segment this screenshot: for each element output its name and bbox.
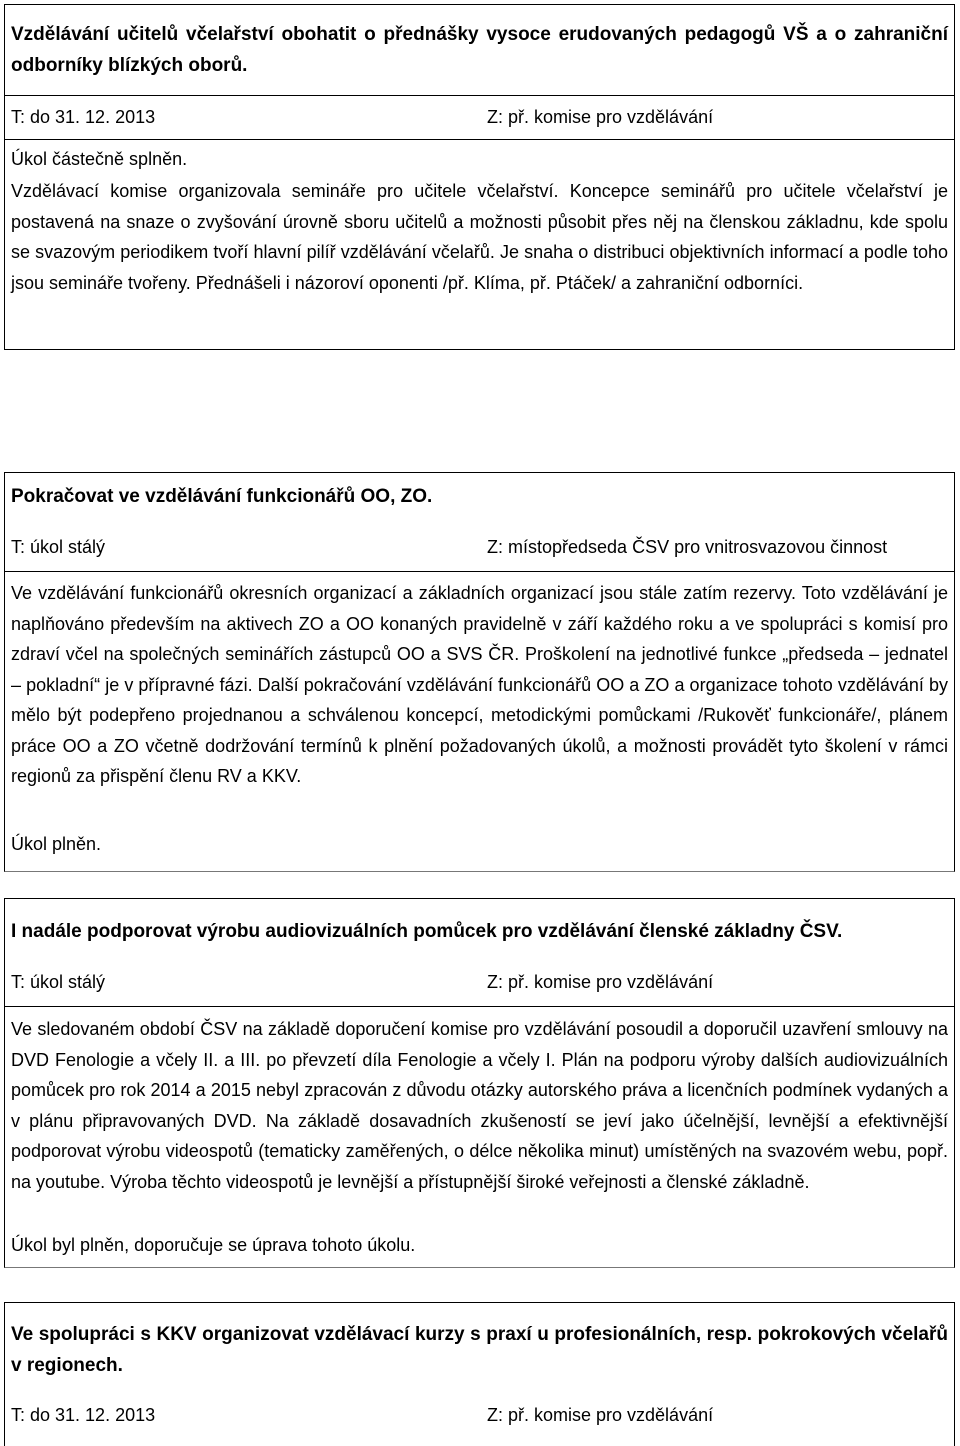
task-status: Úkol byl plněn, doporučuje se úprava tohoto úkolu. xyxy=(11,1235,416,1255)
task-description: Vzdělávací komise organizovala semináře pro učitele včelařství. Koncepce seminářů pro učitele včelařství je postavená na snaze o zvyšování úrovně sboru učitelů a možnosti působit přes něj na členskou základnu, kde spolu se svazovým periodikem tvoří hlavní pilíř vzdělávání včelařů. Je snaha o distribuci objektivních informací a podle toho jsou semináře tvořeny. Přednášeli i názoroví oponenti /př. Klíma, př. Ptáček/ a zahraniční odborníci. xyxy=(11,181,948,293)
task-term: T: do 31. 12. 2013 xyxy=(11,107,156,127)
task-box-3 xyxy=(4,898,955,1268)
divider xyxy=(5,571,954,572)
task-responsible: Z: př. komise pro vzdělávání xyxy=(487,107,714,127)
task-box-2 xyxy=(4,472,955,872)
task-title: Ve spolupráci s KKV organizovat vzdělávací kurzy s praxí u profesionálních, resp. pokrokových včelařů v regionech. xyxy=(11,1324,948,1376)
task-description: Ve sledovaném období ČSV na základě doporučení komise pro vzdělávání posoudil a doporučil uzavření smlouvy na DVD Fenologie a včely II. a III. po převzetí díla Fenologie a včely I. Plán na podporu výroby dalších audiovizuálních pomůcek pro rok 2014 a 2015 nebyl zpracován z důvodu otázky autorského práva a licenčních podmínek vydaných a v plánu připravovaných DVD. Na základě dosavadních zkušeností se jeví jako účelnější, levnější a efektivnější podporovat výrobu videospotů (tematicky zaměřených, o délce několika minut) umístěných na svazovém webu, popř. na youtube. Výroba těchto videospotů je levnější a přístupnější široké veřejnosti a členské základně. xyxy=(11,1019,948,1192)
task-title: I nadále podporovat výrobu audiovizuálních pomůcek pro vzdělávání členské základny ČSV. xyxy=(11,921,843,942)
task-term: T: úkol stálý xyxy=(11,537,106,557)
task-term: T: úkol stálý xyxy=(11,972,106,992)
task-description: Ve vzdělávání funkcionářů okresních organizací a základních organizací jsou stále zatím rezervy. Toto vzdělávání je naplňováno především na aktivech ZO a OO konaných pravidelně v září každého roku a ve spolupráci s komisí pro zdraví včel na společných seminářích zástupců OO a SVS ČR. Proškolení na jednotlivé funkce „předseda – jednatel – pokladní“ je v přípravné fázi. Další pokračování vzdělávání funkcionářů OO a ZO a organizace tohoto vzdělávání by mělo být podepřeno projednanou a schválenou koncepcí, metodickými pomůckami /Rukověť funkcionáře/, plánem práce OO a ZO včetně dodržování termínů k plnění požadovaných úkolů, a možnosti provádět tyto školení v rámci regionů za přispění členu RV a KKV. xyxy=(11,583,948,786)
divider xyxy=(5,139,954,140)
task-status: Úkol částečně splněn. xyxy=(11,149,188,169)
task-status: Úkol plněn. xyxy=(11,834,102,854)
task-box-4 xyxy=(4,1302,955,1446)
divider xyxy=(5,1006,954,1007)
divider xyxy=(5,95,954,96)
task-responsible: Z: př. komise pro vzdělávání xyxy=(487,1405,714,1425)
task-responsible: Z: př. komise pro vzdělávání xyxy=(487,972,714,992)
task-title: Pokračovat ve vzdělávání funkcionářů OO, ZO. xyxy=(11,486,433,507)
task-responsible: Z: místopředseda ČSV pro vnitrosvazovou činnost xyxy=(487,537,888,557)
task-title: Vzdělávání učitelů včelařství obohatit o přednášky vysoce erudovaných pedagogů VŠ a o zahraniční odborníky blízkých oborů. xyxy=(11,24,948,76)
task-term: T: do 31. 12. 2013 xyxy=(11,1405,156,1425)
task-box-1 xyxy=(4,4,955,350)
